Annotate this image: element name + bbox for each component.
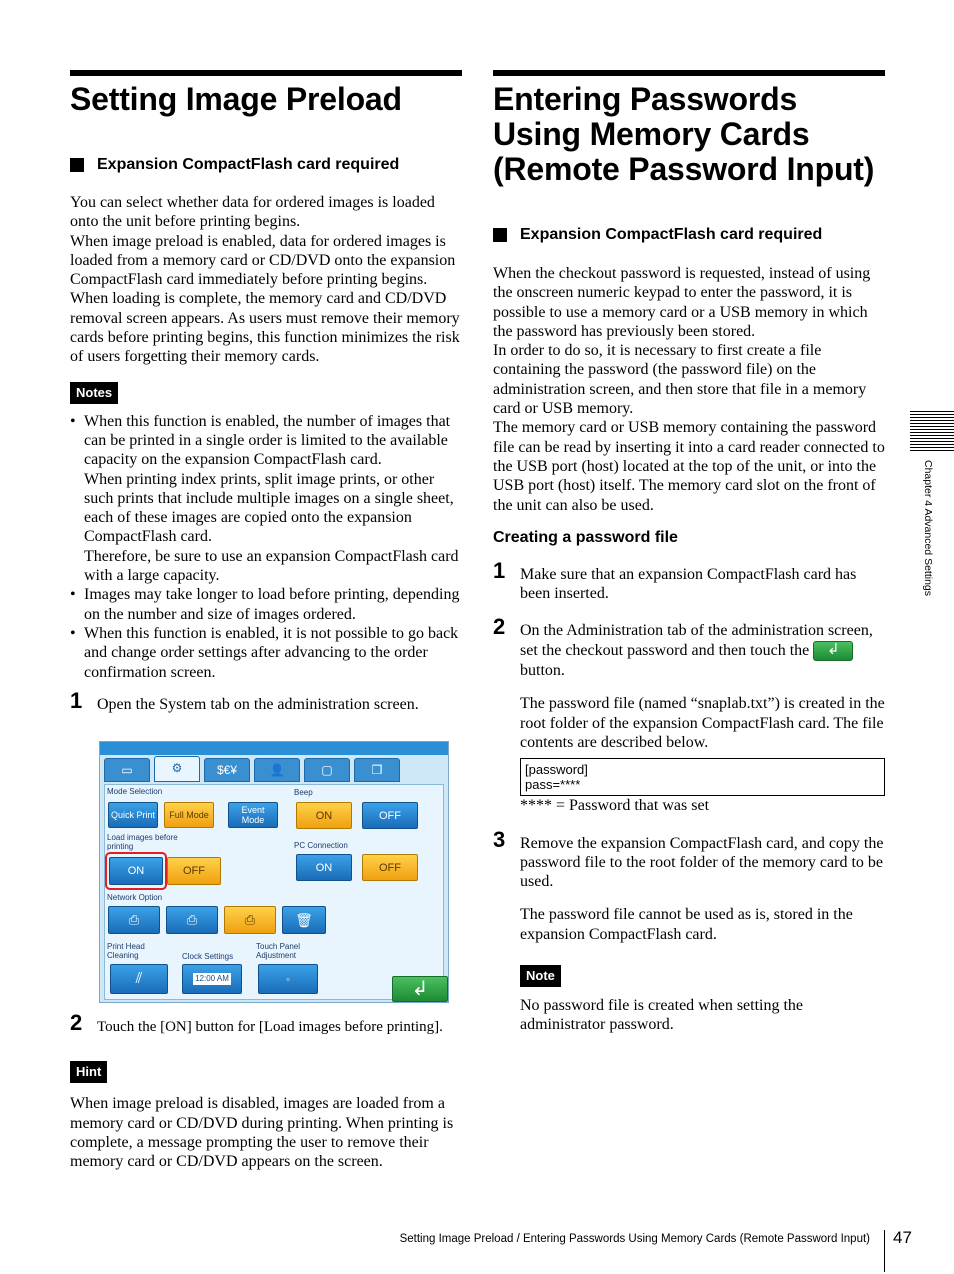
intro-paragraph: You can select whether data for ordered images is loaded onto the unit before printing begins. <box>70 194 435 231</box>
return-button-icon <box>813 641 853 661</box>
event-mode-button[interactable]: Event Mode <box>228 802 278 828</box>
page-title-left: Setting Image Preload <box>70 81 402 117</box>
tab-display[interactable]: ▭ <box>104 758 150 782</box>
clock-settings-button[interactable] <box>182 964 242 994</box>
tab-system[interactable]: ⚙ <box>154 756 200 782</box>
network-option-label: Network Option <box>107 893 163 902</box>
tab-log[interactable]: ❐ <box>354 758 400 782</box>
full-mode-button[interactable]: Full Mode <box>164 802 214 828</box>
note-text: Images may take longer to load before printing, depending on the number and size of images ordered. <box>84 586 460 623</box>
pc-connection-label: PC Connection <box>294 841 348 850</box>
note-text: When this function is enabled, the number of images that can be printed in a single order is limited to the available capacity on the expansion CompactFlash card. <box>84 412 451 469</box>
note-text: When this function is enabled, it is not possible to go back and change order settings after advancing to the order confirmation screen. <box>84 624 459 681</box>
network-option-3-button[interactable]: ⎙ <box>224 906 276 934</box>
title-rule <box>70 70 462 76</box>
hint-paragraph: When image preload is disabled, images are loaded from a memory card or CD/DVD during printing. When printing is complete, a message prompting the user to remove their memory card or CD/DVD appears on the screen. <box>70 1095 454 1171</box>
step-text: Make sure that an expansion CompactFlash card has been inserted. <box>520 565 857 603</box>
chapter-tab-label: Chapter 4 Advanced Settings <box>922 460 934 597</box>
requirement-text: Expansion CompactFlash card required <box>97 156 400 173</box>
step-2-left <box>70 1010 462 1037</box>
tab-admin[interactable]: 👤 <box>254 758 300 782</box>
code-caption: **** = Password that was set <box>520 797 710 815</box>
intro-paragraph: When the checkout password is requested, instead of using the onscreen numeric keypad to enter the password, it is possible to use a memory card or a USB memory in which the password has previously been stored. <box>493 265 871 340</box>
network-option-1-button[interactable]: ⎙ <box>108 906 160 934</box>
touch-panel-label: Touch Panel Adjustment <box>256 942 301 960</box>
touch-panel-button[interactable]: ▫ <box>258 964 318 994</box>
clock-display: 12:00 AM <box>195 974 229 983</box>
notes-label: Notes <box>70 382 118 404</box>
subheading: Creating a password file <box>493 528 678 546</box>
footer-divider <box>884 1230 885 1272</box>
footer-text: Setting Image Preload / Entering Passwords Using Memory Cards (Remote Password Input) <box>399 1233 870 1245</box>
beep-on-button[interactable]: ON <box>296 802 352 829</box>
print-head-cleaning-button[interactable]: ⫽ <box>110 964 168 994</box>
code-line: [password] <box>525 762 588 778</box>
network-option-2-button[interactable]: ⎙ <box>166 906 218 934</box>
load-images-label: Load images before printing <box>107 833 178 851</box>
pc-off-button[interactable]: OFF <box>362 854 418 881</box>
list-item <box>70 624 462 682</box>
step-number: 2 <box>493 614 506 640</box>
quick-print-button[interactable]: Quick Print <box>108 802 158 828</box>
note-text: When printing index prints, split image prints, or other such prints that include multiple images on a single sheet, each of these images are copied onto the expansion CompactFlash card. <box>84 470 454 546</box>
step-text: On the Administration tab of the administration screen, set the checkout password and then touch the <box>520 622 873 659</box>
chapter-tab-stripes <box>910 411 954 451</box>
note-paragraph: No password file is created when setting the administrator password. <box>520 997 804 1034</box>
tab-frame[interactable]: ▢ <box>304 758 350 782</box>
tab-price[interactable]: $€¥ <box>204 758 250 782</box>
left-column <box>70 70 462 714</box>
admin-screen-screenshot <box>99 741 449 1003</box>
step-1-right <box>493 557 885 604</box>
step-text: Open the System tab on the administration screen. <box>97 695 419 713</box>
title-rule <box>493 70 885 76</box>
pc-on-button[interactable]: ON <box>296 854 352 881</box>
trash-icon[interactable]: 🗑 <box>282 906 326 934</box>
load-images-off-button[interactable]: OFF <box>167 857 221 885</box>
code-line: pass=**** <box>525 777 581 793</box>
step-text: Touch the [ON] button for [Load images before printing]. <box>97 1019 443 1035</box>
note-label: Note <box>520 965 561 987</box>
mode-selection-label: Mode Selection <box>107 787 163 796</box>
step-3-right <box>493 826 885 1035</box>
step-number: 1 <box>70 687 83 713</box>
square-bullet-icon <box>70 158 84 172</box>
step-text: Remove the expansion CompactFlash card, and copy the password file to the root folder of the memory card to be used. <box>520 834 884 891</box>
notes-list <box>70 412 462 682</box>
clock-settings-label: Clock Settings <box>182 952 234 961</box>
code-box <box>520 758 885 796</box>
step-note: The password file (named “snaplab.txt”) is created in the root folder of the expansion CompactFlash card. The file contents are described below. <box>520 695 885 751</box>
step-note: The password file cannot be used as is, stored in the expansion CompactFlash card. <box>520 906 853 943</box>
hint-label: Hint <box>70 1061 107 1083</box>
requirement-right <box>493 225 885 245</box>
intro-paragraph: When image preload is enabled, data for ordered images is loaded from a memory card or CD/DVD onto the expansion CompactFlash card immediately before printing begins. When loading is complete, the memory card and CD/DVD removal screen appears. As users must remove their memory cards before printing begins, this function minimizes the risk of users forgetting their memory cards. <box>70 232 460 366</box>
beep-label: Beep <box>294 788 313 797</box>
requirement-left <box>70 155 462 175</box>
intro-paragraph: The memory card or USB memory containing the password file can be read by inserting it into a card reader connected to the USB port (host) located at the top of the unit, or into the USB port (host) itself. The memory card slot on the front of the unit can also be used. <box>493 419 885 514</box>
step-number: 2 <box>70 1010 83 1035</box>
load-images-on-button[interactable]: ON <box>109 857 163 885</box>
page-title-right: Entering Passwords Using Memory Cards (Remote Password Input) <box>493 81 875 187</box>
requirement-text: Expansion CompactFlash card required <box>520 226 823 243</box>
square-bullet-icon <box>493 228 507 242</box>
step-text: button. <box>520 662 565 680</box>
page-number: 47 <box>893 1228 912 1247</box>
beep-off-button[interactable]: OFF <box>362 802 418 829</box>
step-1-left <box>70 687 462 714</box>
print-head-cleaning-label: Print Head Cleaning <box>107 942 145 960</box>
step-2-right <box>493 614 885 815</box>
note-text: Therefore, be sure to use an expansion CompactFlash card with a large capacity. <box>84 547 459 585</box>
list-item <box>70 412 462 586</box>
step-number: 1 <box>493 557 506 583</box>
return-button[interactable]: ↲ <box>392 976 448 1002</box>
left-column-lower <box>70 1010 462 1171</box>
step-number: 3 <box>493 826 506 852</box>
list-item <box>70 585 462 624</box>
screen-title-bar <box>100 742 448 755</box>
intro-paragraph: In order to do so, it is necessary to first create a file containing the password (the password file) on the administration screen, and then store that file in a memory card or USB memory. <box>493 342 867 418</box>
right-column <box>493 70 885 1035</box>
